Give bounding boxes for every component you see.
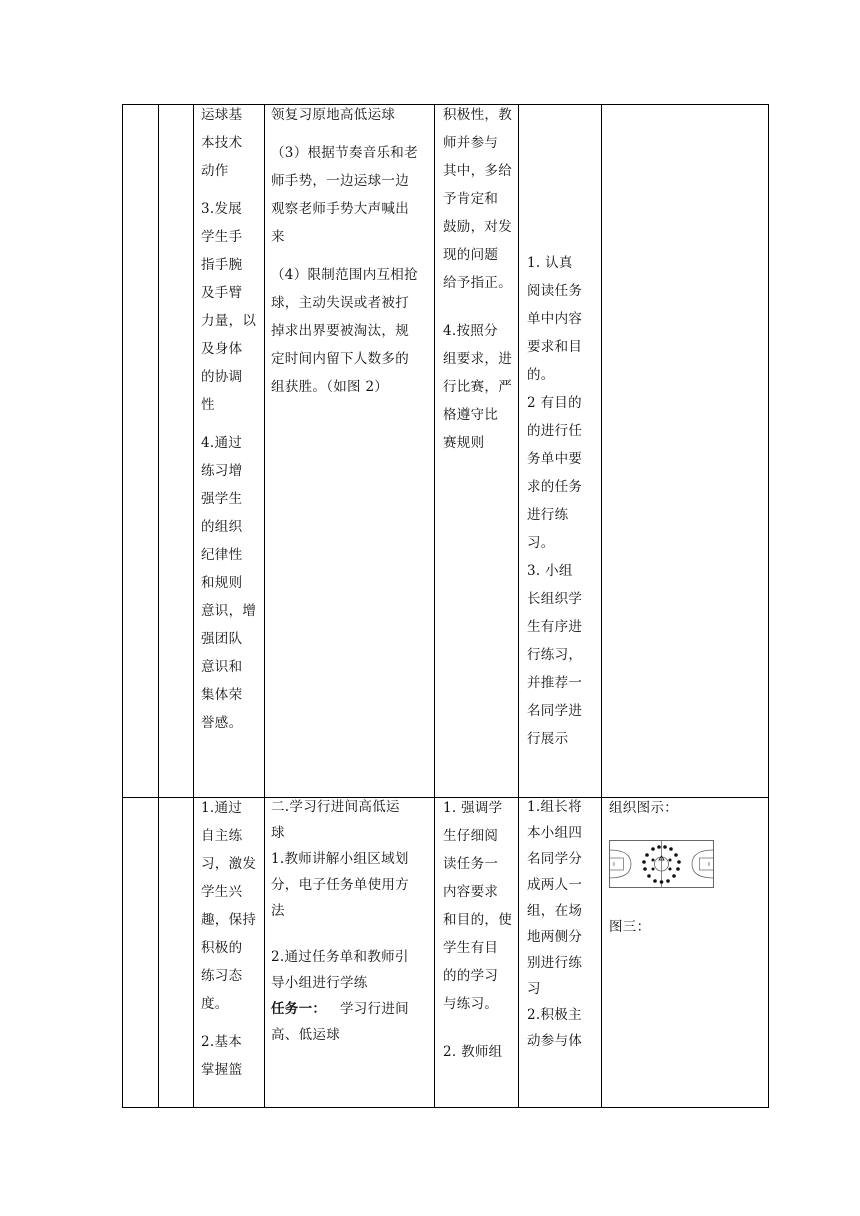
text-line: 长组织学 bbox=[527, 591, 583, 607]
text-line: 名同学分 bbox=[527, 851, 583, 867]
text-line: 成两人一 bbox=[527, 877, 583, 893]
text-line: 师手势，一边运球一边 bbox=[271, 173, 409, 189]
text-line: 二.学习行进间高低运 bbox=[271, 799, 400, 815]
text-line: 强学生 bbox=[201, 491, 243, 507]
text-line: 的协调 bbox=[201, 369, 243, 385]
text-line: 2. 教师组 bbox=[443, 1044, 503, 1060]
text-line: 及手臂 bbox=[201, 285, 243, 301]
text-line: 集体荣 bbox=[201, 687, 243, 703]
task-one-line bbox=[271, 996, 431, 1022]
row2-teacher-cell bbox=[443, 794, 517, 1066]
text-line: 球 bbox=[271, 825, 285, 841]
text-line: 分，电子任务单使用方 bbox=[271, 877, 409, 893]
text-line: 3.发展 bbox=[201, 201, 243, 217]
text-line: 的进行任 bbox=[527, 423, 583, 439]
text-line: 的的学习 bbox=[443, 968, 499, 984]
text-line: 3. 小组 bbox=[527, 563, 573, 579]
text-line: 阅读任务 bbox=[527, 283, 583, 299]
text-line: 内容要求 bbox=[443, 884, 499, 900]
text-line: 组获胜。（如图 2） bbox=[271, 379, 389, 395]
text-line: 运球基 bbox=[201, 107, 243, 123]
text-line: 别进行练 bbox=[527, 955, 583, 971]
text-line: 动参与体 bbox=[527, 1033, 583, 1049]
text-line: 的组织 bbox=[201, 519, 243, 535]
text-line: 与练习。 bbox=[443, 996, 499, 1012]
text-line: 积极的 bbox=[201, 940, 243, 956]
text-line: 2 有目的 bbox=[527, 395, 582, 411]
text-line: 习。 bbox=[527, 535, 555, 551]
text-line: 单中内容 bbox=[527, 311, 583, 327]
text-line: 名同学进 bbox=[527, 703, 583, 719]
text-line: （3）根据节奏音乐和老 bbox=[271, 145, 418, 161]
row2-content-cell bbox=[271, 794, 431, 1048]
text-line: 2.积极主 bbox=[527, 1007, 582, 1023]
text-line: 动作 bbox=[201, 163, 229, 179]
text-line: 指手腕 bbox=[201, 257, 243, 273]
text-line: 球，主动失误或者被打 bbox=[271, 295, 409, 311]
text-line: 1.组长将 bbox=[527, 799, 582, 815]
task-one-label: 任务一： bbox=[271, 1001, 327, 1017]
text-line: 掌握篮 bbox=[201, 1062, 243, 1078]
text-line: （4）限制范围内互相抢 bbox=[271, 267, 418, 283]
text-line: 性 bbox=[201, 397, 215, 413]
figure-caption-text: 图三： bbox=[609, 919, 651, 935]
text-line: 度。 bbox=[201, 996, 229, 1012]
text-line: 掉求出界要被淘汰，规 bbox=[271, 323, 409, 339]
text-line: 生仔细阅 bbox=[443, 828, 499, 844]
text-line: 并推荐一 bbox=[527, 675, 583, 691]
text-line: 导小组进行学练 bbox=[271, 975, 368, 991]
text-line: 师并参与 bbox=[443, 135, 499, 151]
text-line: 4.按照分 bbox=[443, 323, 498, 339]
text-line: 求的任务 bbox=[527, 479, 583, 495]
text-line: 意识，增 bbox=[201, 603, 257, 619]
text-line: 行展示 bbox=[527, 731, 569, 747]
text-line: 生有序进 bbox=[527, 619, 583, 635]
text-line: 誉感。 bbox=[201, 715, 243, 731]
text-line: 鼓励，对发 bbox=[443, 219, 512, 235]
text-line: 力量，以 bbox=[201, 313, 257, 329]
row2-objectives-cell bbox=[201, 794, 263, 1084]
row2-student-cell bbox=[527, 794, 600, 1054]
text-line: 法 bbox=[271, 903, 285, 919]
text-line: 给予指正。 bbox=[443, 275, 512, 291]
text-line: 地两侧分 bbox=[527, 929, 583, 945]
row1-student-cell bbox=[527, 249, 600, 753]
text-line: 练习增 bbox=[201, 463, 243, 479]
text-line: 2.通过任务单和教师引 bbox=[271, 949, 409, 965]
text-line: 读任务一 bbox=[443, 856, 499, 872]
text-line: 习 bbox=[527, 981, 541, 997]
text-line: 纪律性 bbox=[201, 547, 243, 563]
row1-objectives-cell bbox=[201, 101, 263, 737]
text-line: 意识和 bbox=[201, 659, 243, 675]
text-line: 予肯定和 bbox=[443, 191, 499, 207]
text-line: 和目的，使 bbox=[443, 912, 512, 928]
text-line: 行练习， bbox=[527, 647, 583, 663]
text-line: 组要求，进 bbox=[443, 351, 512, 367]
basketball-court-diagram-icon bbox=[609, 840, 714, 888]
text-line: 本小组四 bbox=[527, 825, 583, 841]
task-one-text: 学习行进间 bbox=[339, 1001, 409, 1017]
row1-content-cell bbox=[271, 101, 431, 401]
text-line: 观察老师手势大声喊出 bbox=[271, 201, 409, 217]
text-line: 务单中要 bbox=[527, 451, 583, 467]
text-line: 组，在场 bbox=[527, 903, 583, 919]
text-line: 积极性，教 bbox=[443, 107, 512, 123]
text-line: 1.通过 bbox=[201, 800, 243, 816]
text-line: 领复习原地高低运球 bbox=[271, 107, 396, 123]
text-line: 的。 bbox=[527, 367, 555, 383]
text-line: 2.基本 bbox=[201, 1034, 243, 1050]
text-line: 行比赛，严 bbox=[443, 379, 512, 395]
text-line: 1.教师讲解小组区域划 bbox=[271, 851, 409, 867]
text-line: 自主练 bbox=[201, 828, 243, 844]
text-line: 学生有目 bbox=[443, 940, 499, 956]
text-line: 其中，多给 bbox=[443, 163, 512, 179]
text-line: 趣，保持 bbox=[201, 912, 257, 928]
text-line: 要求和目 bbox=[527, 339, 583, 355]
text-line: 学生兴 bbox=[201, 884, 243, 900]
text-line: 格遵守比 bbox=[443, 407, 499, 423]
text-line: 定时间内留下人数多的 bbox=[271, 351, 409, 367]
text-line: 及身体 bbox=[201, 341, 243, 357]
diagram-label: 组织图示： bbox=[609, 800, 678, 816]
text-line: 高、低运球 bbox=[271, 1027, 340, 1043]
text-line: 练习态 bbox=[201, 968, 243, 984]
text-line: 学生手 bbox=[201, 229, 243, 245]
text-line: 强团队 bbox=[201, 631, 243, 647]
row2-diagram-cell bbox=[609, 794, 759, 822]
text-line: 1. 强调学 bbox=[443, 800, 503, 816]
text-line: 赛规则 bbox=[443, 435, 485, 451]
row1-teacher-cell bbox=[443, 101, 517, 457]
text-line: 习，激发 bbox=[201, 856, 257, 872]
text-line: 现的问题 bbox=[443, 247, 499, 263]
text-line: 和规则 bbox=[201, 575, 243, 591]
text-line: 来 bbox=[271, 229, 285, 245]
text-line: 4.通过 bbox=[201, 435, 243, 451]
text-line: 本技术 bbox=[201, 135, 243, 151]
figure-caption bbox=[609, 913, 759, 941]
text-line: 进行练 bbox=[527, 507, 569, 523]
text-line: 1. 认真 bbox=[527, 255, 573, 271]
